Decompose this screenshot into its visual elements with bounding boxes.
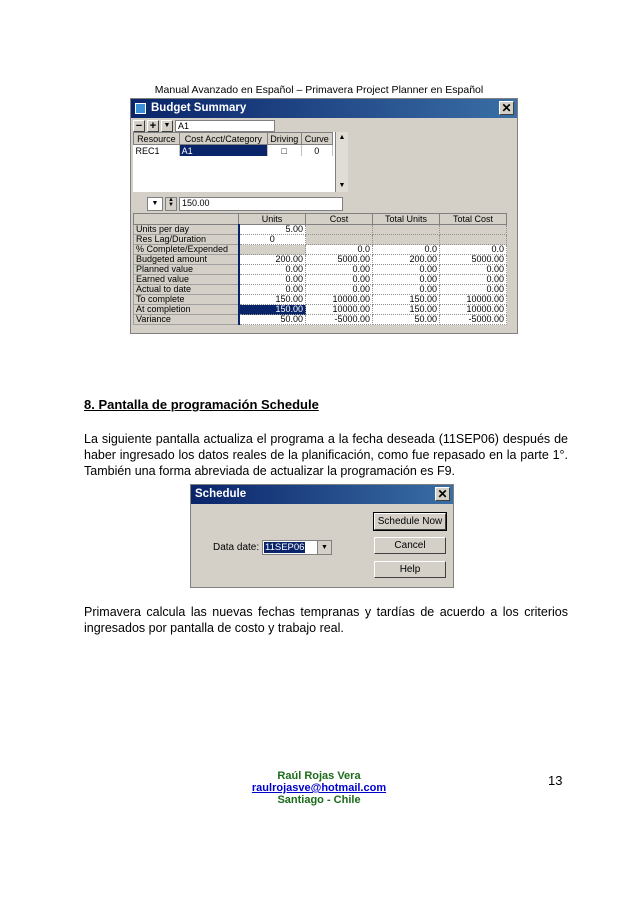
total-cost-cell[interactable]: 10000.00 (440, 295, 507, 305)
units-cell-selected[interactable]: 150.00 (239, 305, 306, 315)
col-cost[interactable]: Cost (306, 214, 373, 225)
table-row[interactable] (134, 275, 507, 285)
units-cell[interactable]: 50.00 (239, 315, 306, 325)
curve-cell[interactable]: 0 (301, 145, 333, 157)
row-label: Variance (134, 315, 239, 325)
budget-title: Budget Summary (151, 102, 247, 114)
cost-cell[interactable] (306, 225, 373, 235)
close-icon[interactable]: ✕ (435, 487, 450, 501)
spinner-icon[interactable]: ▲ ▼ (165, 197, 177, 211)
table-row[interactable] (134, 255, 507, 265)
cost-cell[interactable]: 0.00 (306, 265, 373, 275)
schedule-titlebar[interactable] (191, 485, 453, 504)
row-label: To complete (134, 295, 239, 305)
window-icon (135, 103, 146, 114)
table-row[interactable] (134, 305, 507, 315)
cell-reference[interactable]: A1 (175, 120, 275, 132)
total-units-cell[interactable]: 0.00 (373, 285, 440, 295)
cost-cell[interactable]: 0.00 (306, 275, 373, 285)
cost-cell[interactable]: -5000.00 (306, 315, 373, 325)
cost-acct-cell[interactable]: A1 (179, 145, 267, 157)
total-cost-cell[interactable] (440, 225, 507, 235)
budget-summary-window (130, 98, 518, 334)
add-icon[interactable]: + (147, 120, 159, 132)
cost-cell[interactable]: 5000.00 (306, 255, 373, 265)
total-cost-cell[interactable]: 10000.00 (440, 305, 507, 315)
corner-header (134, 214, 239, 225)
chevron-down-icon[interactable]: ▼ (161, 120, 173, 132)
data-date-select[interactable] (262, 540, 332, 555)
row-label: Earned value (134, 275, 239, 285)
section-title: 8. Pantalla de programación Schedule (84, 397, 319, 412)
author-email-link[interactable]: raulrojasve@hotmail.com (251, 782, 387, 794)
footer (0, 770, 638, 806)
row-label: Planned value (134, 265, 239, 275)
table-row[interactable] (134, 315, 507, 325)
page-number: 13 (548, 773, 563, 788)
paragraph-2: Primavera calcula las nuevas fechas tempranas y tardías de acuerdo a los criterios ingresados por pantalla de costo y trabajo real. (84, 605, 568, 635)
units-cell[interactable]: 5.00 (239, 225, 306, 235)
table-row[interactable] (134, 225, 507, 235)
table-row[interactable] (134, 145, 333, 157)
units-cell[interactable]: 0.00 (239, 285, 306, 295)
units-cell[interactable]: 0.00 (239, 265, 306, 275)
cancel-button[interactable]: Cancel (374, 537, 446, 554)
help-button[interactable]: Help (374, 561, 446, 578)
total-units-cell[interactable] (373, 235, 440, 245)
total-cost-cell[interactable]: 0.00 (440, 275, 507, 285)
schedule-title: Schedule (195, 488, 247, 500)
cost-cell[interactable]: 0.0 (306, 245, 373, 255)
edit-bar (147, 197, 343, 211)
cost-cell[interactable] (306, 235, 373, 245)
table-row[interactable] (134, 285, 507, 295)
units-cell[interactable]: 150.00 (239, 295, 306, 305)
col-units[interactable]: Units (239, 214, 306, 225)
scroll-up-icon[interactable]: ▲ (338, 134, 346, 141)
total-cost-cell[interactable] (440, 235, 507, 245)
cost-cell[interactable]: 10000.00 (306, 295, 373, 305)
units-cell[interactable]: 0 (239, 235, 306, 245)
table-row[interactable] (134, 265, 507, 275)
cost-cell[interactable]: 10000.00 (306, 305, 373, 315)
row-label: Actual to date (134, 285, 239, 295)
total-units-cell[interactable]: 150.00 (373, 305, 440, 315)
table-row[interactable] (134, 245, 507, 255)
col-curve[interactable]: Curve (301, 133, 333, 145)
row-label: Units per day (134, 225, 239, 235)
col-driving[interactable]: Driving (267, 133, 301, 145)
resource-grid (133, 132, 333, 156)
total-cost-cell[interactable]: 0.00 (440, 285, 507, 295)
units-cell[interactable]: 0.00 (239, 275, 306, 285)
col-total-cost[interactable]: Total Cost (440, 214, 507, 225)
row-label: % Complete/Expended (134, 245, 239, 255)
total-units-cell[interactable]: 150.00 (373, 295, 440, 305)
units-cell[interactable]: 200.00 (239, 255, 306, 265)
vertical-scrollbar[interactable] (335, 132, 348, 192)
row-label: Budgeted amount (134, 255, 239, 265)
resource-cell[interactable]: REC1 (134, 145, 180, 157)
cost-cell[interactable]: 0.00 (306, 285, 373, 295)
total-cost-cell[interactable]: -5000.00 (440, 315, 507, 325)
units-cell[interactable] (239, 245, 306, 255)
chevron-down-icon[interactable]: ▼ (317, 541, 331, 554)
total-units-cell[interactable]: 0.0 (373, 245, 440, 255)
row-label: At completion (134, 305, 239, 315)
close-icon[interactable]: ✕ (499, 101, 514, 115)
resource-toolbar (133, 119, 275, 132)
col-resource[interactable]: Resource (134, 133, 180, 145)
total-units-cell[interactable]: 0.00 (373, 275, 440, 285)
author-name: Raúl Rojas Vera (277, 770, 361, 782)
schedule-dialog (190, 484, 454, 588)
total-units-cell[interactable] (373, 225, 440, 235)
total-units-cell[interactable]: 0.00 (373, 265, 440, 275)
remove-icon[interactable]: − (133, 120, 145, 132)
total-units-cell[interactable]: 200.00 (373, 255, 440, 265)
paragraph-1: La siguiente pantalla actualiza el programa a la fecha deseada (11SEP06) después de haber ingresado los datos reales de la planificación, como fue repasado en la parte 1°. También una forma abreviada de actualizar la programación es F9. (84, 432, 568, 478)
data-date-value: 11SEP06 (265, 542, 305, 553)
schedule-now-button[interactable]: Schedule Now (374, 513, 446, 530)
total-cost-cell[interactable]: 0.0 (440, 245, 507, 255)
row-label: Res Lag/Duration (134, 235, 239, 245)
page-header: Manual Avanzado en Español – Primavera Project Planner en Español (154, 84, 484, 96)
table-row[interactable] (134, 235, 507, 245)
edit-dropdown-icon[interactable]: ▼ (147, 197, 163, 211)
budget-table (133, 213, 507, 325)
total-cost-cell[interactable]: 0.00 (440, 265, 507, 275)
budget-titlebar[interactable] (131, 99, 517, 118)
data-date-label: Data date: (213, 542, 260, 553)
author-city: Santiago - Chile (277, 794, 361, 806)
edit-value-input[interactable]: 150.00 (179, 197, 343, 211)
table-row[interactable] (134, 295, 507, 305)
col-total-units[interactable]: Total Units (373, 214, 440, 225)
total-cost-cell[interactable]: 5000.00 (440, 255, 507, 265)
scroll-down-icon[interactable]: ▼ (338, 182, 346, 189)
col-cost-acct[interactable]: Cost Acct/Category (179, 133, 267, 145)
driving-checkbox[interactable]: □ (267, 145, 301, 157)
total-units-cell[interactable]: 50.00 (373, 315, 440, 325)
